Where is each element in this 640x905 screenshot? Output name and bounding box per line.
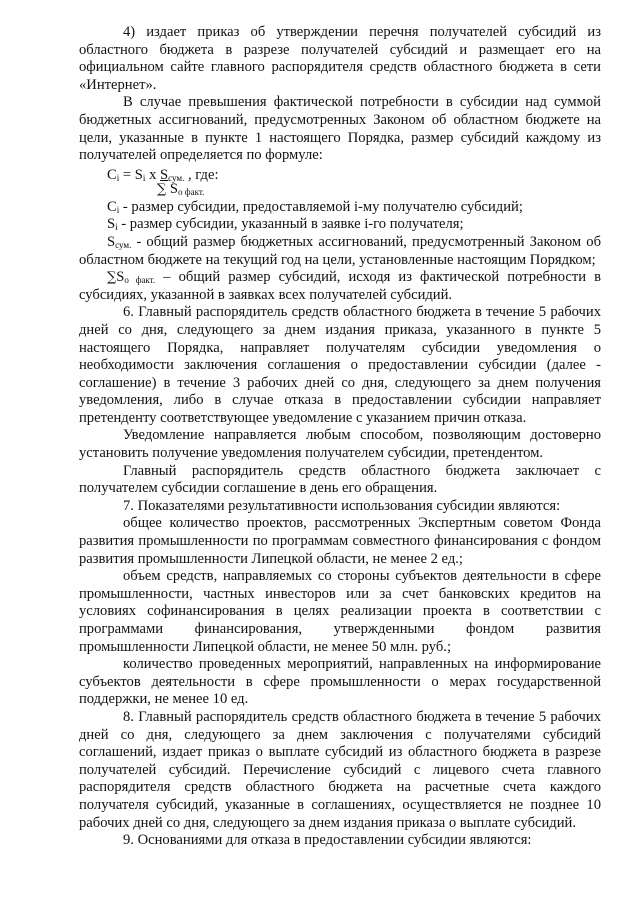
formula-denominator xyxy=(157,181,204,199)
definition-si-sub: i xyxy=(115,222,118,233)
paragraph-item-6: 6. Главный распорядитель средств областного бюджета в течение 5 рабочих дней со дня, следующего за днем издания приказа, указанного в пункте 5 настоящего Порядка, направляет получателям субсидии уведомления о необходимости заключения соглашения о предоставлении субсидии (далее - соглашение) в течение 3 рабочих дней со дня, следующего за днем получения уведомления, либо в случае отказа в предоставлении субсидии направляет претенденту соответствующее уведомление с указанием причин отказа. xyxy=(79,304,601,426)
definition-so xyxy=(79,269,601,304)
paragraph-item-9: 9. Основаниями для отказа в предоставлении субсидии являются: xyxy=(123,832,532,849)
definition-so-sub: о факт. xyxy=(124,275,156,286)
formula-times: x xyxy=(145,166,161,183)
definition-ssum-symbol: S xyxy=(107,233,116,250)
definition-si-symbol: S xyxy=(107,216,116,233)
subsidy-formula xyxy=(107,167,601,197)
indicator-projects: общее количество проектов, рассмотренных Экспертным советом Фонда развития промышленности по программам совместного финансирования с фондом развития промышленности Липецкой области, не менее 2 ед.; xyxy=(79,515,601,567)
paragraph-item-7: 7. Показателями результативности использования субсидии являются: xyxy=(123,497,561,514)
indicator-events: количество проведенных мероприятий, направленных на информирование субъектов деятельности в сфере промышленности о мерах государственной поддержки, не менее 10 ед. xyxy=(79,656,601,708)
formula-den-symbol: S xyxy=(166,180,179,197)
document-body xyxy=(79,24,601,850)
paragraph-item-4: 4) издает приказ об утверждении перечня получателей субсидий из областного бюджета в разрезе получателей субсидий и размещает его на официальном сайте главного распорядителя средств областного бюджета в сети «Интернет». xyxy=(79,24,601,93)
definition-si xyxy=(79,216,601,234)
formula-where: , где: xyxy=(184,166,219,183)
definition-ci xyxy=(79,199,601,217)
formula-den-sub: о факт. xyxy=(178,186,205,197)
formula-num-sub: сум. xyxy=(168,172,185,183)
definition-ci-text: - размер субсидии, предоставляемой i-му получателю субсидий; xyxy=(119,198,523,215)
formula-lhs-sub: i xyxy=(116,172,120,183)
sigma-icon: ∑ xyxy=(107,270,117,286)
formula-lhs: C xyxy=(107,166,117,183)
paragraph-notice-delivery: Уведомление направляется любым способом, позволяющим достоверно установить получение уведомления получателем субсидии, претендентом. xyxy=(79,427,601,462)
formula-s-sub: i xyxy=(142,172,146,183)
definition-si-text: - размер субсидии, указанный в заявке i-го получателя; xyxy=(117,216,464,233)
sigma-icon: ∑ xyxy=(157,181,167,197)
definition-ssum-text: - общий размер бюджетных ассигнований, предусмотренный Законом об областном бюджете на текущий год на цели, установленные настоящим Порядком; xyxy=(79,233,601,268)
definition-ci-sub: i xyxy=(116,204,120,215)
definition-ssum xyxy=(79,234,601,269)
paragraph-item-8: 8. Главный распорядитель средств областного бюджета в течение 5 рабочих дней со дня, следующего за днем заключения с получателями субсидий соглашений, издает приказ о выплате субсидий из областного бюджета в разрезе получателей субсидий. Перечисление субсидий с лицевого счета главного распорядителя средств областного бюджета на расчетные счета каждого получателя субсидий, указанные в соглашениях, осуществляется не позднее 10 рабочих дней со дня, следующего за днем издания приказа о выплате субсидий. xyxy=(79,708,601,831)
formula-num-symbol: S xyxy=(160,166,169,183)
definition-so-symbol: S xyxy=(116,269,125,286)
indicator-funds: объем средств, направляемых со стороны субъектов деятельности в сфере промышленности, частных инвесторов или за счет банковских кредитов на условиях софинансирования в целях реализации проекта в соответствии с программами финансирования, утвержденными фондом развития промышленности Липецкой области, не менее 50 млн. руб.; xyxy=(79,568,601,655)
definition-so-text: – общий размер субсидий, исходя из фактической потребности в субсидиях, указанной в заявках всех получателей субсидий. xyxy=(79,269,602,303)
paragraph-agreement: Главный распорядитель средств областного бюджета заключает с получателем субсидии соглашение в день его обращения. xyxy=(79,462,601,497)
definition-ssum-sub: сум. xyxy=(115,239,132,250)
definition-ci-symbol: C xyxy=(107,198,117,215)
formula-equals: = S xyxy=(119,166,143,183)
paragraph-exceed-need: В случае превышения фактической потребности в субсидии над суммой бюджетных ассигнований, предусмотренных Законом об областном бюджете на цели, указанные в пункте 1 настоящего Порядка, размер субсидий каждому из получателей определяется по формуле: xyxy=(79,94,601,164)
